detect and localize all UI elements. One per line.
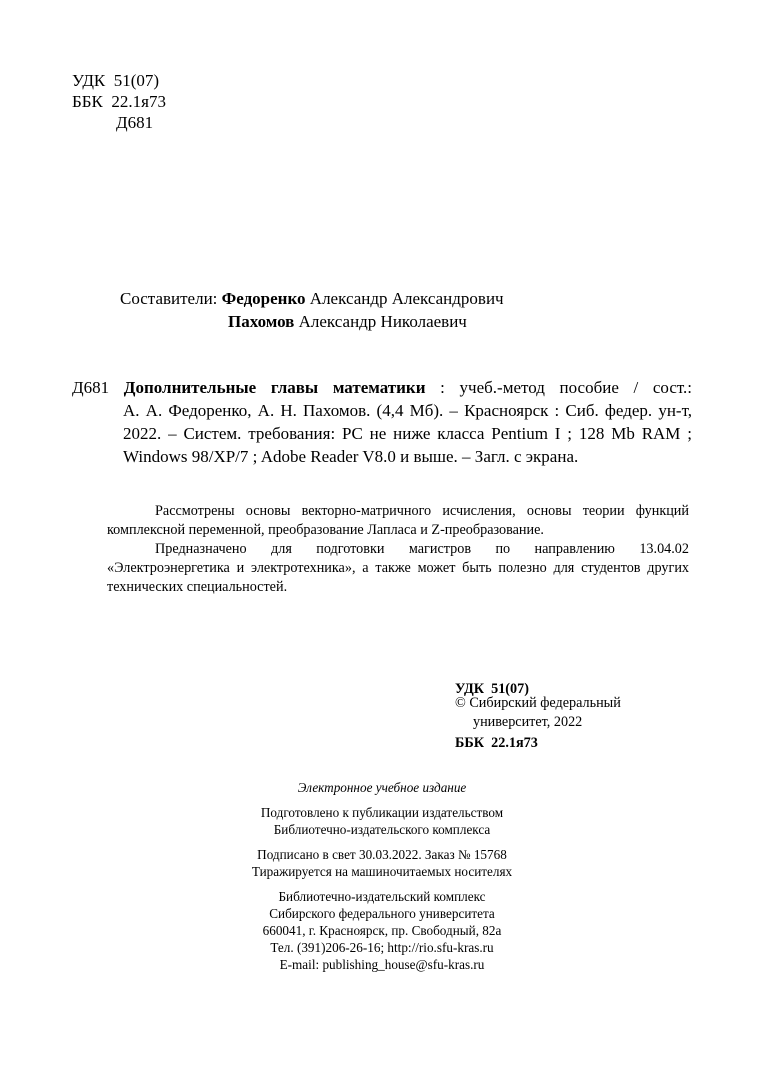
prepared-line-2: Библиотечно-издательского комплекса [273, 822, 491, 837]
copyright-block [455, 694, 621, 732]
udk-row [72, 70, 166, 91]
replicated-line: Тиражируется на машиночитаемых носителях [251, 864, 513, 879]
bbk-row [72, 91, 166, 112]
bottom-udk: УДК 51(07) [455, 681, 529, 697]
publisher-email: E-mail: publishing_house@sfu-kras.ru [279, 957, 485, 972]
bbk-label: ББК [72, 92, 103, 111]
edition-type: Электронное учебное издание [297, 780, 467, 795]
publisher-group [212, 888, 552, 973]
compilers-line-2 [120, 310, 504, 333]
signed-group [212, 846, 552, 880]
author2-surname: Пахомов [228, 312, 295, 331]
udk-label: УДК [72, 71, 106, 90]
biblio-mark: Д681 [72, 378, 110, 397]
udk-value: 51(07) [113, 71, 160, 90]
abstract-paragraph-2: Предназначено для подготовки магистров по направлению 13.04.02 «Электроэнергетика и электротехника», а также может быть полезно для студентов других технических специальностей. [107, 541, 689, 595]
compilers-line-1 [120, 287, 504, 310]
biblio-line-4: Windows 98/XP/7 ; Adobe Reader V8.0 и выше. – Загл. с экрана. [123, 447, 579, 466]
copyright-line-1: © Сибирский федеральный [455, 695, 621, 711]
publisher-address: 660041, г. Красноярск, пр. Свободный, 82а [262, 923, 502, 938]
biblio-line-1-rest: : учеб.-метод пособие / сост.: [440, 378, 693, 397]
imprint-block [212, 779, 552, 981]
publisher-phone-web: Тел. (391)206-26-16; http://rio.sfu-kras.ru [270, 940, 494, 955]
abstract-paragraph-1: Рассмотрены основы векторно-матричного исчисления, основы теории функций комплексной переменной, преобразование Лапласа и Z-преобразование. [107, 503, 689, 538]
biblio-line-1 [72, 376, 692, 399]
publisher-line-2: Сибирского федерального университета [269, 906, 495, 921]
author1-surname: Федоренко [221, 289, 306, 308]
author2-name: Александр Николаевич [298, 312, 467, 331]
biblio-continuation [72, 399, 692, 468]
prepared-group [212, 804, 552, 838]
bottom-bbk: ББК 22.1я73 [455, 735, 538, 751]
compilers-block [120, 287, 504, 333]
author-mark: Д681 [116, 113, 154, 132]
author1-name: Александр Александрович [309, 289, 504, 308]
publisher-line-1: Библиотечно-издательский комплекс [278, 889, 486, 904]
abstract-block [107, 502, 689, 597]
classification-codes-top [72, 70, 166, 133]
biblio-line-3: 2022. – Систем. требования: PC не ниже класса Pentium I ; 128 Mb RAM ; [123, 424, 692, 443]
bbk-value: 22.1я73 [111, 92, 166, 111]
book-title: Дополнительные главы математики [123, 378, 426, 397]
biblio-line-2: А. А. Федоренко, А. Н. Пахомов. (4,4 Мб). – Красноярск : Сиб. федер. ун-т, [123, 401, 692, 420]
compilers-label: Составители: [120, 289, 218, 308]
signed-line: Подписано в свет 30.03.2022. Заказ № 15768 [257, 847, 507, 862]
copyright-line-2: университет, 2022 [473, 714, 583, 730]
prepared-line-1: Подготовлено к публикации издательством [260, 805, 504, 820]
bibliographic-description [72, 376, 692, 468]
